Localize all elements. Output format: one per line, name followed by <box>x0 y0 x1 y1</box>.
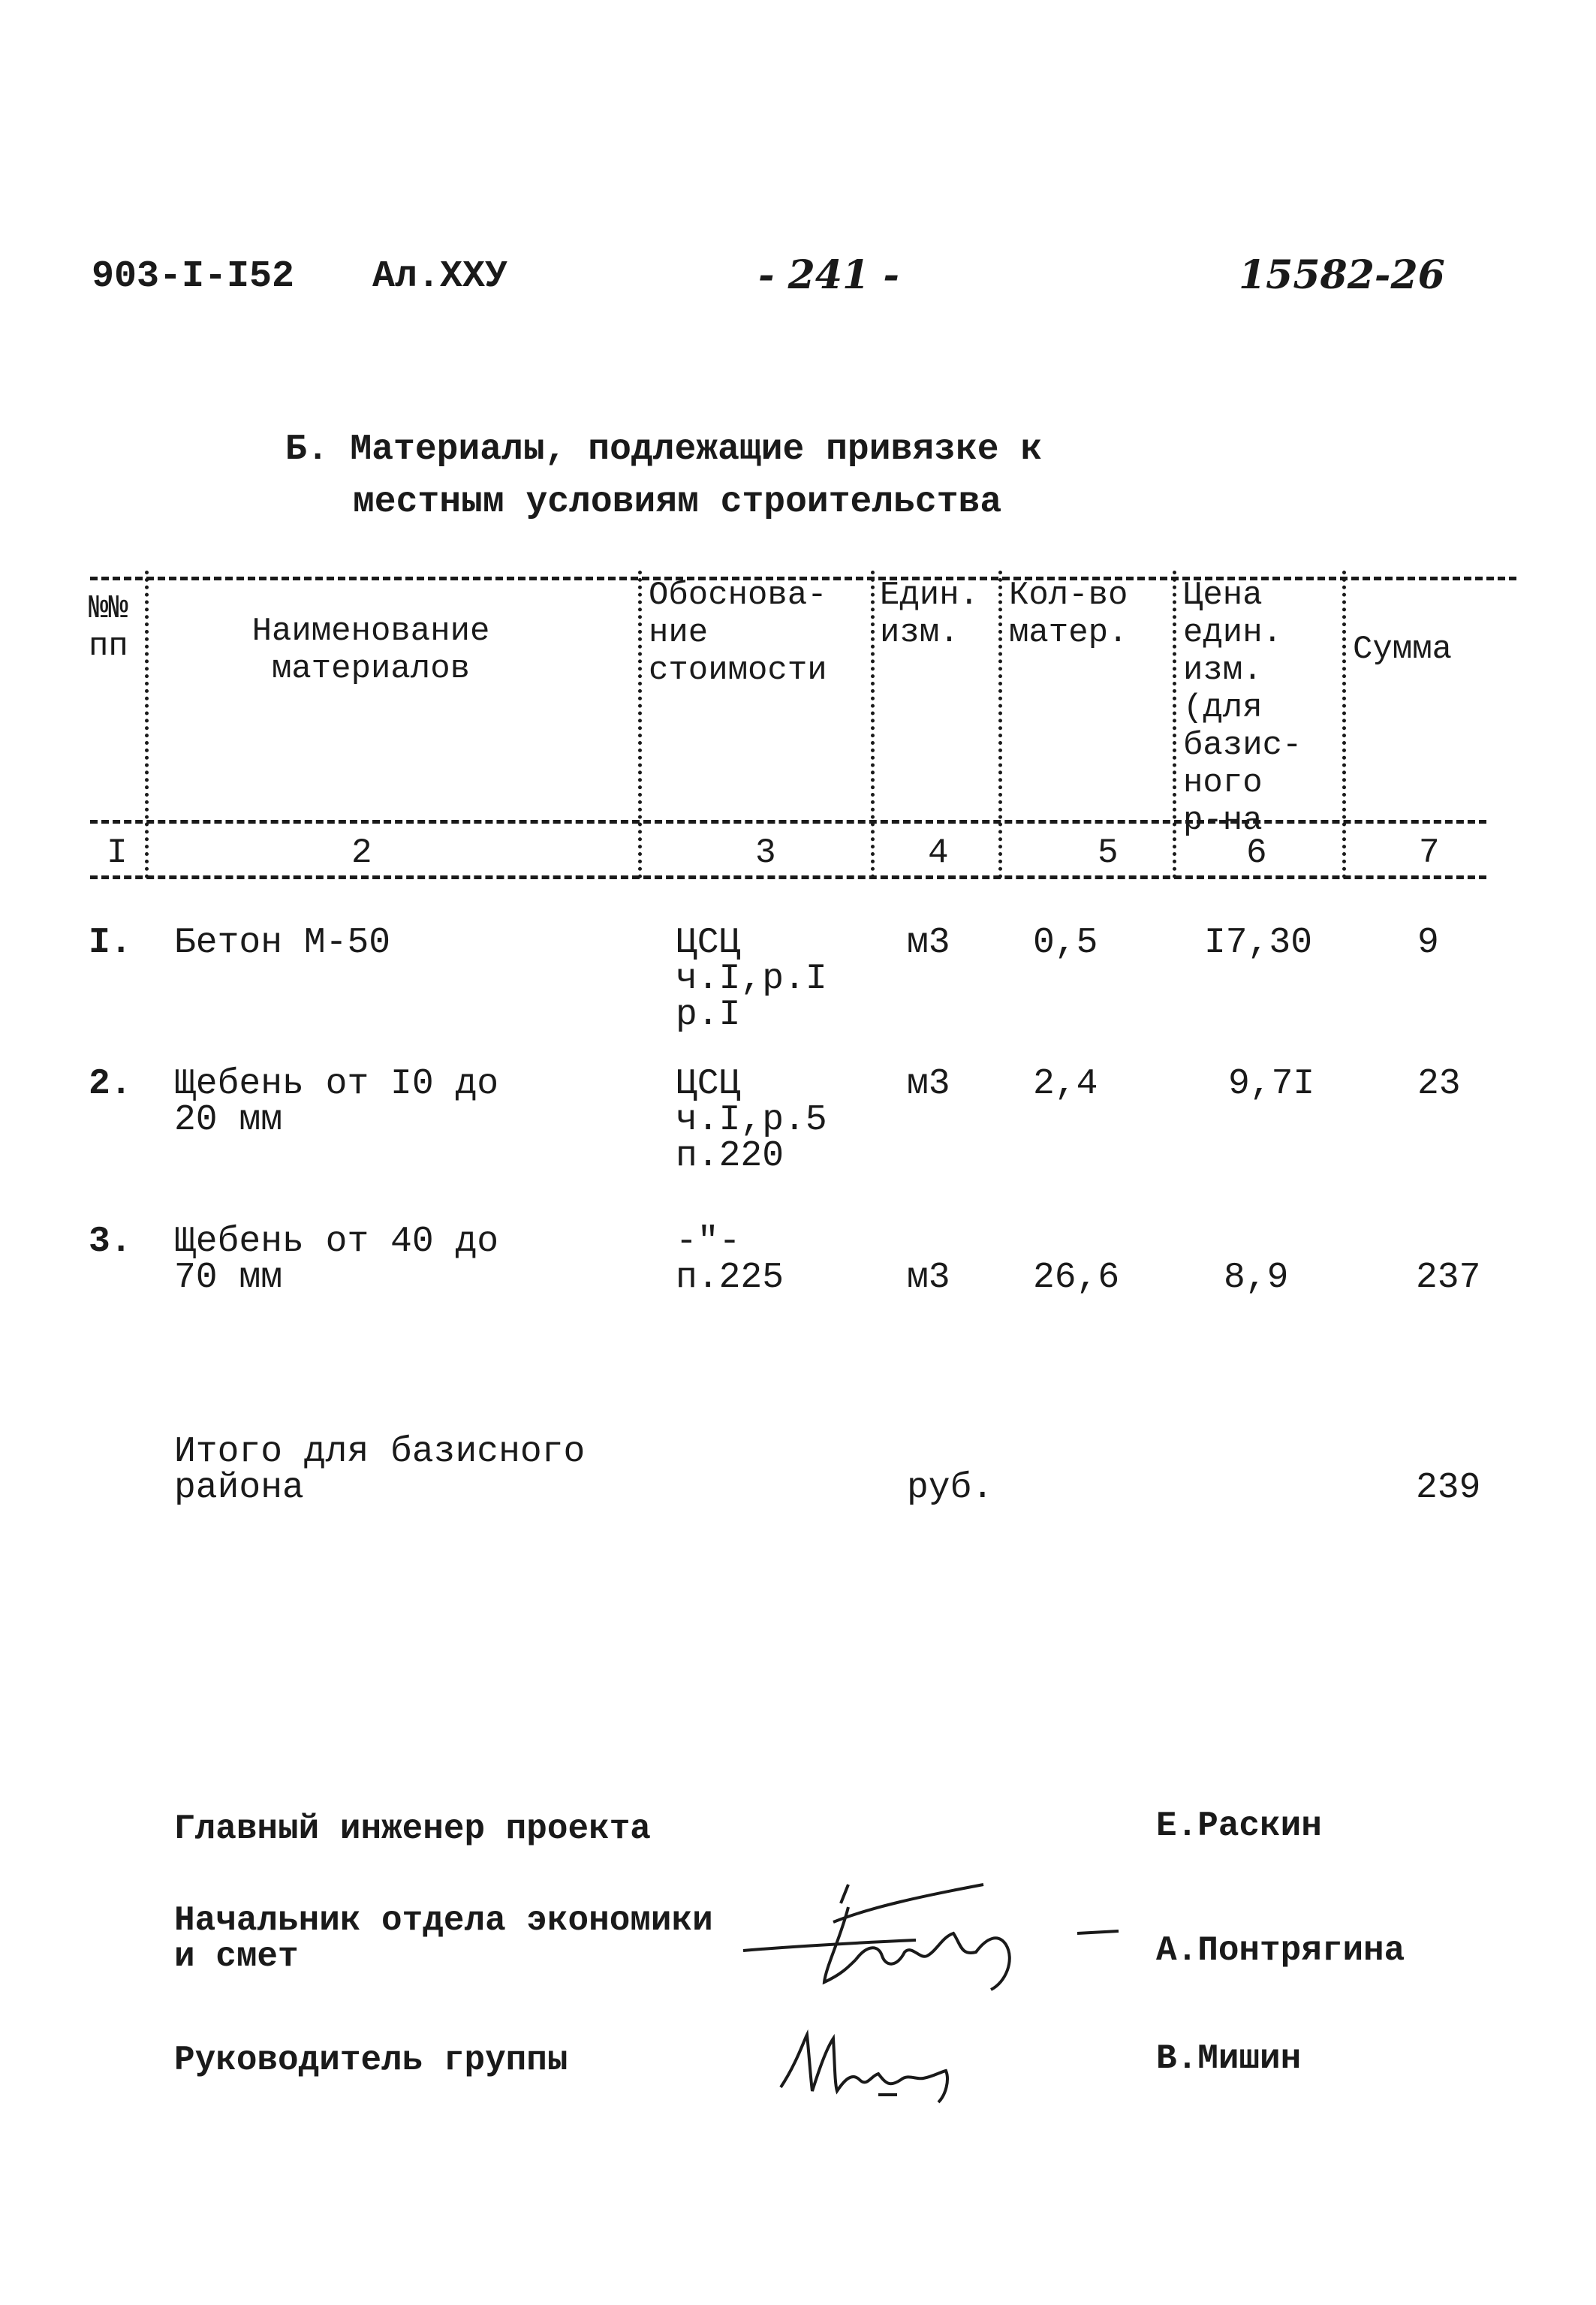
signer-role: Главный инженер проекта <box>174 1809 651 1849</box>
column-divider <box>1173 571 1176 878</box>
section-title-line1: Б. Материалы, подлежащие привязке к <box>285 429 1043 470</box>
col-number: 7 <box>1419 833 1440 872</box>
col-number: 6 <box>1246 833 1267 872</box>
col-header-name: Наименование материалов <box>251 613 490 688</box>
unit: м3 <box>907 1064 950 1104</box>
column-divider <box>145 571 149 878</box>
row-sum: 9 <box>1417 923 1439 963</box>
column-divider <box>638 571 642 878</box>
unit: м3 <box>907 923 950 963</box>
row-sum: 237 <box>1416 1258 1481 1298</box>
page-number: - 241 - <box>758 252 899 298</box>
col-number: 4 <box>928 833 949 872</box>
col-number: 2 <box>351 833 372 872</box>
material-name: Бетон М-50 <box>174 923 391 963</box>
doc-code: 903-I-I52 <box>92 255 295 298</box>
row-number: 3. <box>89 1222 132 1262</box>
total-label: Итого для базисного района <box>174 1432 586 1508</box>
sheet-number: 15582-26 <box>1239 252 1445 298</box>
album-number: Ал.XXУ <box>372 255 508 298</box>
material-name: Щебень от 40 до 70 мм <box>174 1222 499 1298</box>
unit-price: 8,9 <box>1224 1258 1289 1298</box>
signer-name: Е.Раскин <box>1156 1806 1322 1846</box>
unit-price: 9,7I <box>1228 1064 1315 1104</box>
col-header-basis: Обоснова- ние стоимости <box>649 577 827 689</box>
col-number: 5 <box>1098 833 1119 872</box>
signer-name: В.Мишин <box>1156 2039 1302 2078</box>
row-sum: 23 <box>1417 1064 1461 1104</box>
row-number: I. <box>89 923 132 963</box>
table-number-rule <box>90 875 1486 879</box>
col-header-number: №№ пп <box>89 590 128 665</box>
unit: м3 <box>907 1258 950 1298</box>
col-header-price: Цена един. изм. (для базис- ного р-на <box>1183 577 1302 839</box>
col-header-quantity: Кол-во матер. <box>1009 577 1128 652</box>
handwritten-signature <box>766 2020 991 2110</box>
unit-price: I7,30 <box>1204 923 1313 963</box>
column-divider <box>871 571 875 878</box>
cost-basis: -"- п.225 <box>676 1222 784 1298</box>
signer-role: Руководитель группы <box>174 2041 568 2080</box>
section-title-line2: местным условиям строительства <box>353 482 1002 523</box>
quantity: 2,4 <box>1033 1064 1098 1104</box>
quantity: 0,5 <box>1033 923 1098 963</box>
total-unit: руб. <box>907 1468 994 1508</box>
cost-basis: ЦСЦ ч.I,р.5 п.220 <box>676 1064 827 1177</box>
col-number: I <box>107 833 128 872</box>
signer-role: Начальник отдела экономики и смет <box>174 1901 713 1976</box>
col-header-unit: Един. изм. <box>880 577 980 652</box>
column-divider <box>1342 571 1346 878</box>
handwritten-signature <box>736 1862 1141 2005</box>
total-sum: 239 <box>1416 1468 1481 1508</box>
material-name: Щебень от I0 до 20 мм <box>174 1064 499 1140</box>
cost-basis: ЦСЦ ч.I,р.I р.I <box>676 923 827 1035</box>
signer-name: А.Понтрягина <box>1156 1931 1405 1970</box>
column-divider <box>998 571 1002 878</box>
row-number: 2. <box>89 1064 132 1104</box>
quantity: 26,6 <box>1033 1258 1120 1298</box>
col-header-sum: Сумма <box>1353 631 1453 668</box>
col-number: 3 <box>755 833 776 872</box>
